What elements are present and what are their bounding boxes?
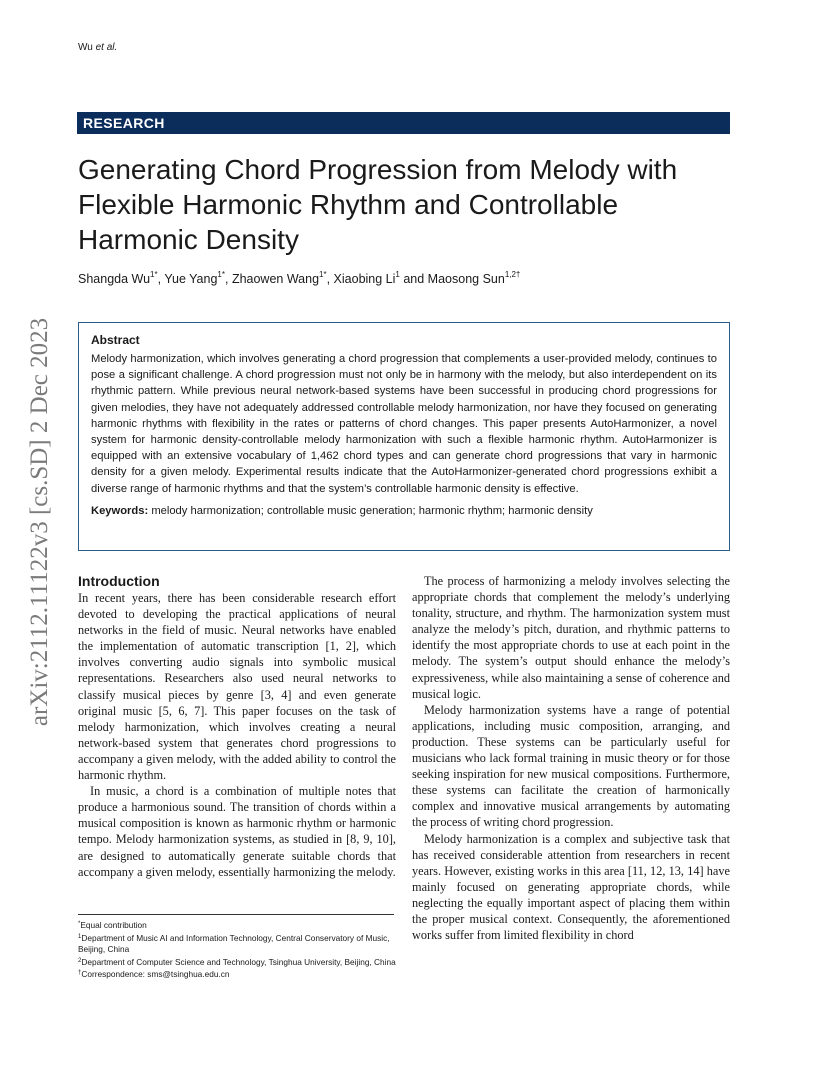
arxiv-side-identifier xyxy=(20,292,60,752)
footnote-text: Department of Computer Science and Technology, Tsinghua University, Beijing, China xyxy=(81,956,396,967)
left-column xyxy=(78,573,396,880)
footnote-text: Equal contribution xyxy=(80,920,147,930)
footnote-mark: 1 xyxy=(78,933,82,940)
author-separator: , xyxy=(157,272,165,286)
keywords-label: Keywords: xyxy=(91,504,149,517)
abstract-heading: Abstract xyxy=(91,333,140,347)
footnote xyxy=(78,956,396,969)
author-name: Yue Yang xyxy=(164,272,218,286)
author-affiliation-mark: 1 xyxy=(395,270,400,279)
arxiv-id-text: arXiv:2112.11122v3 [cs.SD] 2 Dec 2023 xyxy=(26,317,53,727)
footnote xyxy=(78,919,396,932)
author-affiliation-mark: 1* xyxy=(150,270,158,279)
body-paragraph: The process of harmonizing a melody involves selecting the appropriate chords that complement the melody’s underlying tonality, structure, and rhythm. The harmonization system must analyze the melody’s pitch, duration, and rhythmic patterns to identify the most appropriate chords to use at each point in the melody. The system’s output should enhance the melody’s expressiveness, while also maintaining a sense of coherence and musical logic. xyxy=(412,574,730,701)
footnote xyxy=(78,932,396,956)
author-affiliation-mark: 1,2† xyxy=(504,270,521,279)
author-name: Xiaobing Li xyxy=(333,272,396,286)
right-column xyxy=(412,573,730,943)
author-conjunction: and xyxy=(399,272,428,286)
footnote-text: Department of Music AI and Information Technology, Central Conservatory of Music, Beijing, China xyxy=(78,932,390,955)
keywords-text: melody harmonization; controllable music generation; harmonic rhythm; harmonic density xyxy=(151,504,593,517)
running-head xyxy=(78,42,117,53)
running-head-suffix: et al. xyxy=(95,42,118,53)
author-name: Zhaowen Wang xyxy=(231,272,320,286)
body-paragraph: Melody harmonization is a complex and subjective task that has received considerable attention from researchers in recent years. However, existing works in this area [11, 12, 13, 14] have mainly focused on generating appropriate chords, while neglecting the equally important aspect of placing them within the proper musical context. Consequently, the aforementioned works suffer from limited flexibility in chord xyxy=(412,831,730,943)
author-affiliation-mark: 1* xyxy=(217,270,225,279)
footnote-text: Correspondence: sms@tsinghua.edu.cn xyxy=(81,969,230,980)
footnote-divider xyxy=(78,914,394,915)
body-paragraph: In music, a chord is a combination of multiple notes that produce a harmonious sound. The transition of chords within a musical composition is known as harmonic rhythm or harmonic tempo. Melody harmonization systems, as studied in [8, 9, 10], are designed to automatically generate suitable chords that accompany a given melody, essentially harmonizing the melody. xyxy=(78,784,396,879)
body-paragraph: Melody harmonization systems have a range of potential applications, including music composition, arranging, and production. These systems can be particularly useful for musicians who lack formal training in music theory or for those seeking inspiration for new musical compositions. Furthermore, these systems can facilitate the creation of harmonically complex and innovative musical arrangements by automating the process of writing chord progression. xyxy=(412,702,730,830)
running-head-author: Wu xyxy=(78,42,93,53)
paper-title: Generating Chord Progression from Melody with Flexible Harmonic Rhythm and Controllable Harmonic Density xyxy=(78,154,678,255)
author-separator: , xyxy=(326,272,334,286)
author-affiliation-mark: 1* xyxy=(319,270,327,279)
author-list xyxy=(78,270,738,286)
author-separator: , xyxy=(224,272,232,286)
introduction-heading: Introduction xyxy=(78,573,160,589)
keywords-line xyxy=(91,503,717,519)
author-name: Shangda Wu xyxy=(78,272,151,286)
footnote xyxy=(78,968,396,981)
footnotes xyxy=(78,919,396,981)
abstract-box xyxy=(78,322,730,551)
section-label: RESEARCH xyxy=(83,115,165,131)
abstract-text: Melody harmonization, which involves generating a chord progression that complements a user-provided melody, continues to pose a significant challenge. A chord progression must not only be in harmony with the melody, but also interdependent on its rhythmic pattern. While previous neural network-based systems have been successful in producing chord progressions for given melodies, they have not adequately addressed controllable melody harmonization, nor have they focused on generating harmonic rhythms with flexibility in the rates or patterns of chord changes. This paper presents AutoHarmonizer, a novel system for harmonic density-controllable melody harmonization with such a flexible harmonic rhythm. AutoHarmonizer is equipped with an extensive vocabulary of 1,462 chord types and can generate chord progressions that vary in harmonic density for a given melody. Experimental results indicate that the AutoHarmonizer-generated chord progressions exhibit a diverse range of harmonic rhythms and that the system’s controllable harmonic density is effective. xyxy=(91,353,717,495)
footnote-mark: 2 xyxy=(78,957,82,964)
body-paragraph: In recent years, there has been considerable research effort devoted to developing the practical applications of neural networks in the field of music. Neural networks have enabled the implementation of automatic transcription [1, 2], which involves converting audio signals into symbolic musical representations. Researchers also used neural networks to classify musical pieces by genre [3, 4] and even generate original music [5, 6, 7]. This paper focuses on the task of melody harmonization, which involves creating a neural network-based system that generates chord progressions to accompany a given melody, with the added ability to control the harmonic rhythm. xyxy=(78,591,396,783)
section-label-bar xyxy=(77,112,730,134)
author-name: Maosong Sun xyxy=(427,272,505,286)
footnote-mark: † xyxy=(78,970,82,977)
footnote-mark: * xyxy=(78,921,81,927)
